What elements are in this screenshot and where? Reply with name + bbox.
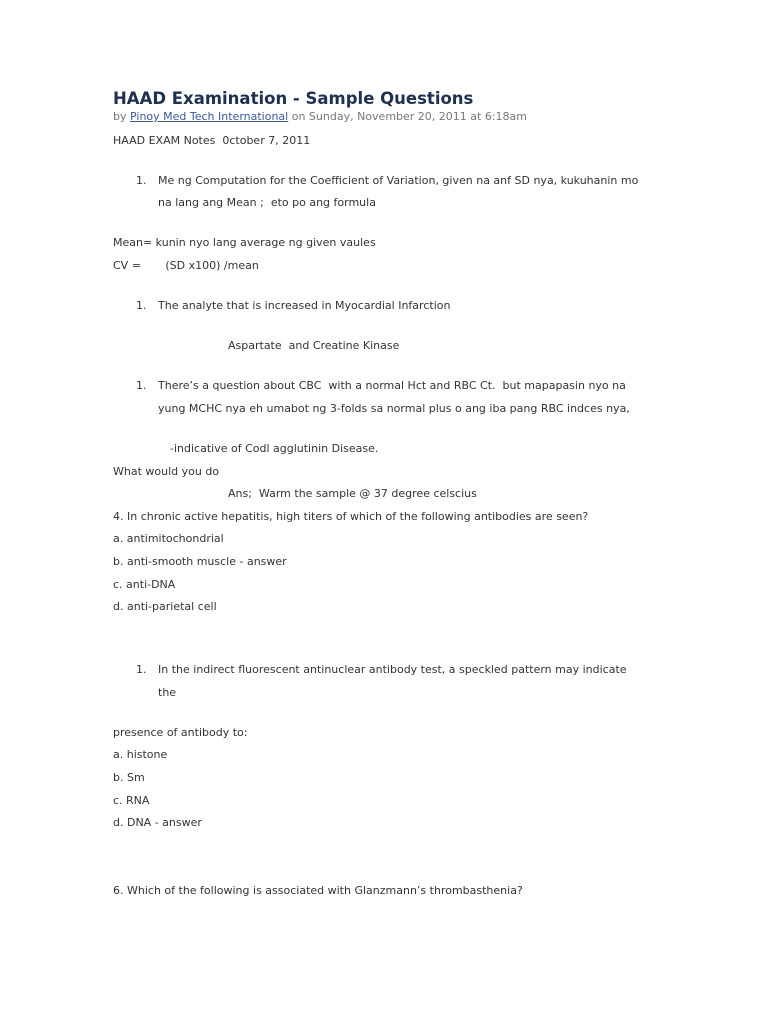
paragraph: Mean= kunin nyo lang average ng given vaules (113, 236, 376, 249)
byline-date: on Sunday, November 20, 2011 at 6:18am (288, 110, 527, 123)
list-item-text: yung MCHC nya eh umabot ng 3-folds sa normal plus o ang iba pang RBC indces nya, (158, 402, 630, 415)
byline-prefix: by (113, 110, 130, 123)
list-item-text: There’s a question about CBC with a normal Hct and RBC Ct. but mapapasin nyo na (158, 379, 626, 392)
paragraph: CV = (SD x100) /mean (113, 259, 259, 272)
list-number: 1. (136, 379, 147, 392)
list-item-text: na lang ang Mean ; eto po ang formula (158, 196, 376, 209)
author-link[interactable]: Pinoy Med Tech International (130, 110, 289, 123)
list-item-text: In the indirect fluorescent antinuclear antibody test, a speckled pattern may indicate (158, 663, 627, 676)
page-title: HAAD Examination - Sample Questions (113, 89, 474, 108)
answer-text: Ans; Warm the sample @ 37 degree celscius (228, 487, 477, 500)
list-item-text: The analyte that is increased in Myocardial Infarction (158, 299, 451, 312)
list-item-text: Me ng Computation for the Coefficient of Variation, given na anf SD nya, kukuhanin mo (158, 174, 639, 187)
option: b. Sm (113, 771, 145, 784)
paragraph: What would you do (113, 465, 220, 478)
byline (113, 110, 527, 124)
notes-header: HAAD EXAM Notes 0ctober 7, 2011 (113, 134, 311, 147)
question: 4. In chronic active hepatitis, high titers of which of the following antibodies are seen? (113, 510, 589, 523)
option: a. histone (113, 748, 168, 761)
paragraph: presence of antibody to: (113, 726, 248, 739)
list-number: 1. (136, 174, 147, 187)
option: b. anti-smooth muscle - answer (113, 555, 287, 568)
option: c. anti-DNA (113, 578, 176, 591)
question: 6. Which of the following is associated with Glanzmann’s thrombasthenia? (113, 884, 523, 897)
option: a. antimitochondrial (113, 532, 224, 545)
list-number: 1. (136, 299, 147, 312)
option: d. anti-parietal cell (113, 600, 217, 613)
list-item-text: the (158, 686, 177, 699)
paragraph: -indicative of Codl agglutinin Disease. (170, 442, 379, 455)
option: c. RNA (113, 794, 150, 807)
list-number: 1. (136, 663, 147, 676)
answer-text: Aspartate and Creatine Kinase (228, 339, 400, 352)
option: d. DNA - answer (113, 816, 202, 829)
